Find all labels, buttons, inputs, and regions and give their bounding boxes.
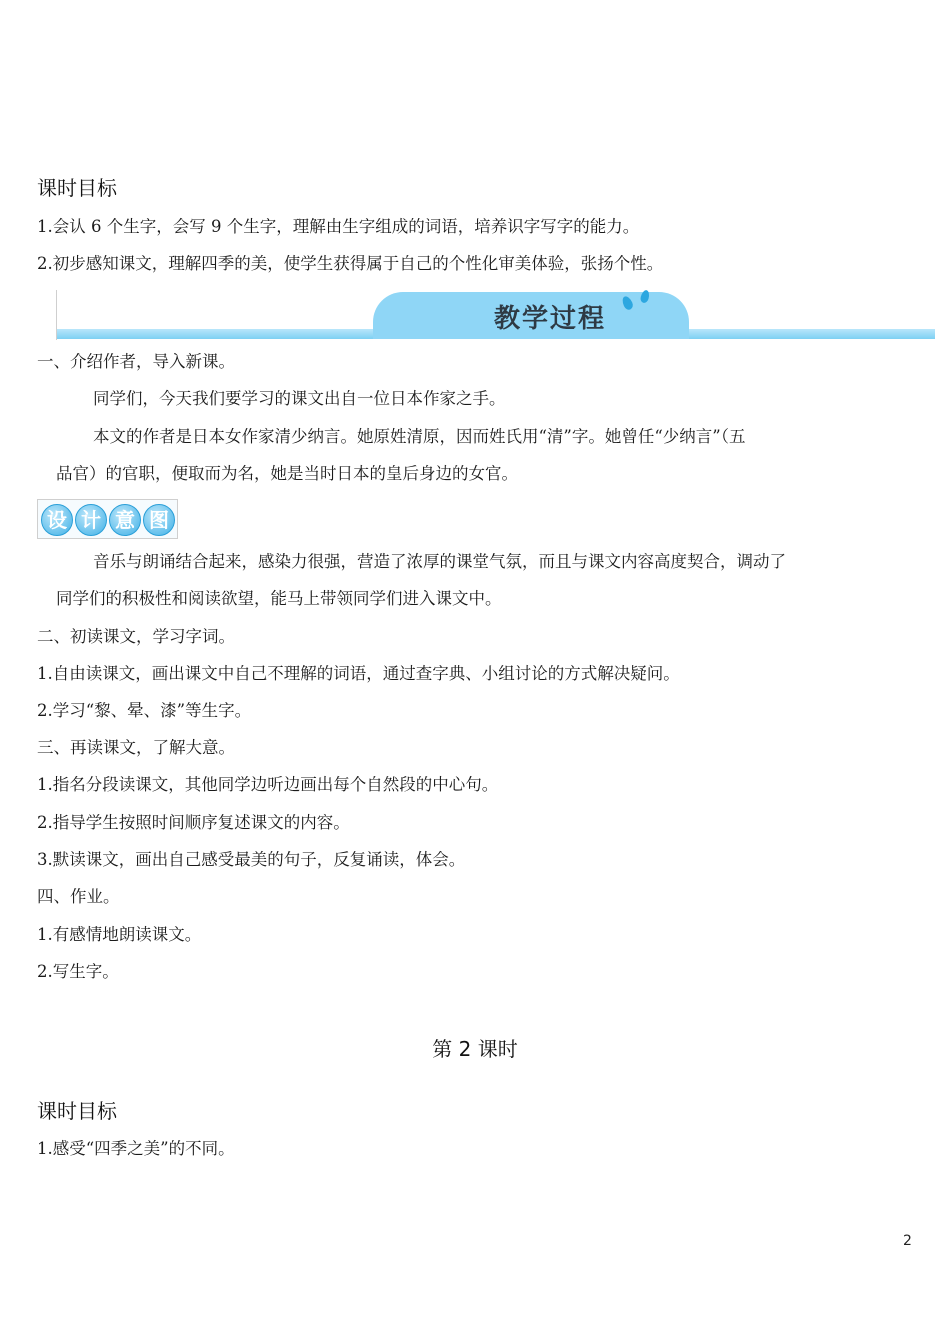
step-1-title: 一、介绍作者，导入新课。 bbox=[37, 352, 235, 371]
badge-char: 计 bbox=[75, 504, 107, 536]
design-text-line-2: 同学们的积极性和阅读欲望，能马上带领同学们进入课文中。 bbox=[56, 589, 502, 608]
design-text-line-1: 音乐与朗诵结合起来，感染力很强，营造了浓厚的课堂气氛，而且与课文内容高度契合，调动了 bbox=[93, 552, 786, 571]
goal-2: 2.初步感知课文，理解四季的美，使学生获得属于自己的个性化审美体验，张扬个性。 bbox=[37, 254, 664, 273]
section-heading: 课时目标 bbox=[37, 176, 117, 200]
step-1-paragraph-2-line-2: 品官）的官职，便取而为名，她是当时日本的皇后身边的女官。 bbox=[56, 464, 518, 483]
design-intent-badge bbox=[37, 499, 178, 539]
lesson-2-title: 第 2 课时 bbox=[432, 1037, 518, 1061]
step-2-item-2: 2.学习“黎、晕、漆”等生字。 bbox=[37, 701, 252, 720]
step-4-item-1: 1.有感情地朗读课文。 bbox=[37, 925, 202, 944]
step-3-title: 三、再读课文，了解大意。 bbox=[37, 738, 235, 757]
badge-char: 图 bbox=[143, 504, 175, 536]
step-1-paragraph-1: 同学们，今天我们要学习的课文出自一位日本作家之手。 bbox=[93, 389, 506, 408]
section-heading: 课时目标 bbox=[37, 1099, 117, 1123]
step-3-item-2: 2.指导学生按照时间顺序复述课文的内容。 bbox=[37, 813, 350, 832]
badge-char: 意 bbox=[109, 504, 141, 536]
teaching-process-banner bbox=[56, 290, 934, 340]
badge-char: 设 bbox=[41, 504, 73, 536]
step-3-item-1: 1.指名分段读课文，其他同学边听边画出每个自然段的中心句。 bbox=[37, 775, 499, 794]
step-2-title: 二、初读课文，学习字词。 bbox=[37, 627, 235, 646]
page-number: 2 bbox=[903, 1233, 912, 1249]
lesson-2-goal-1: 1.感受“四季之美”的不同。 bbox=[37, 1139, 235, 1158]
step-2-item-1: 1.自由读课文，画出课文中自己不理解的词语，通过查字典、小组讨论的方式解决疑问。 bbox=[37, 664, 680, 683]
step-4-title: 四、作业。 bbox=[37, 887, 120, 906]
step-3-item-3: 3.默读课文，画出自己感受最美的句子，反复诵读，体会。 bbox=[37, 850, 466, 869]
goal-1: 1.会认 6 个生字，会写 9 个生字，理解由生字组成的词语，培养识字写字的能力。 bbox=[37, 217, 640, 236]
step-4-item-2: 2.写生字。 bbox=[37, 962, 119, 981]
banner-title: 教学过程 bbox=[493, 304, 606, 334]
step-1-paragraph-2-line-1: 本文的作者是日本女作家清少纳言。她原姓清原，因而姓氏用“清”字。她曾任“少纳言”（五 bbox=[93, 427, 746, 446]
